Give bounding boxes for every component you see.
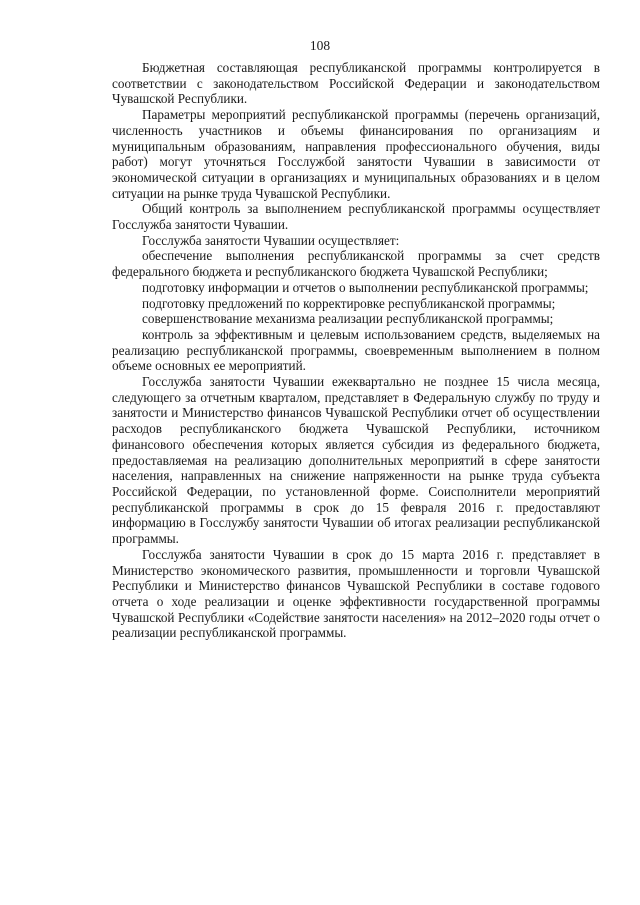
page-number: 108	[309, 38, 331, 53]
body-text	[112, 60, 600, 641]
paragraph: Госслужба занятости Чувашии ежеквартально не позднее 15 числа месяца, следующего за отчетным кварталом, представляет в Федеральную службу по труду и занятости и Министерство финансов Чувашской Республики отчет об осуществлении расходов республиканского бюджета Чувашской Республики, источником финансового обеспечения которых является субсидия из федерального бюджета, предоставляемая на реализацию дополнительных мероприятий в сфере занятости населения, направленных на снижение напряженности на рынке труда субъекта Российской Федерации, по установленной форме. Соисполнители мероприятий республиканской программы в срок до 15 февраля 2016 г. предоставляют информацию в Госслужбу занятости Чувашии об итогах реализации республиканской программы.	[112, 374, 600, 547]
paragraph: Бюджетная составляющая республиканской программы контролируется в соответствии с законодательством Российской Федерации и законодательством Чувашской Республики.	[112, 60, 600, 107]
list-item: контроль за эффективным и целевым использованием средств, выделяемых на реализацию республиканской программы, своевременным выполнением в полном объеме основных ее мероприятий.	[112, 326, 600, 374]
list-item: совершенствование механизма реализации республиканской программы;	[142, 311, 554, 327]
paragraph: Общий контроль за выполнением республиканской программы осуществляет Госслужба занятости Чувашии.	[112, 201, 600, 233]
paragraph: Параметры мероприятий республиканской программы (перечень организаций, численность участников и объемы финансирования по организациям и муниципальным образованиям, направления профессионального обучения, виды работ) могут уточняться Госслужбой занятости Чувашии в зависимости от экономической ситуации в организациях и муниципальных образованиях и в целом ситуации на рынке труда Чувашской Республики.	[112, 107, 600, 201]
paragraph: Госслужба занятости Чувашии в срок до 15 марта 2016 г. представляет в Министерство экономического развития, промышленности и торговли Чувашской Республики и Министерство финансов Чувашской Республики в составе годового отчета о ходе реализации и оценке эффективности государственной программы Чувашской Республики «Содействие занятости населения» на 2012–2020 годы отчет о реализации республиканской программы.	[112, 546, 600, 641]
list-item: подготовку предложений по корректировке республиканской программы;	[142, 295, 556, 311]
list-item: обеспечение выполнения республиканской программы за счет средств федерального бюджета и республиканского бюджета Чувашской Республики;	[112, 248, 600, 280]
paragraph: Госслужба занятости Чувашии осуществляет:	[142, 232, 400, 248]
list-item: подготовку информации и отчетов о выполнении республиканской программы;	[142, 279, 589, 295]
